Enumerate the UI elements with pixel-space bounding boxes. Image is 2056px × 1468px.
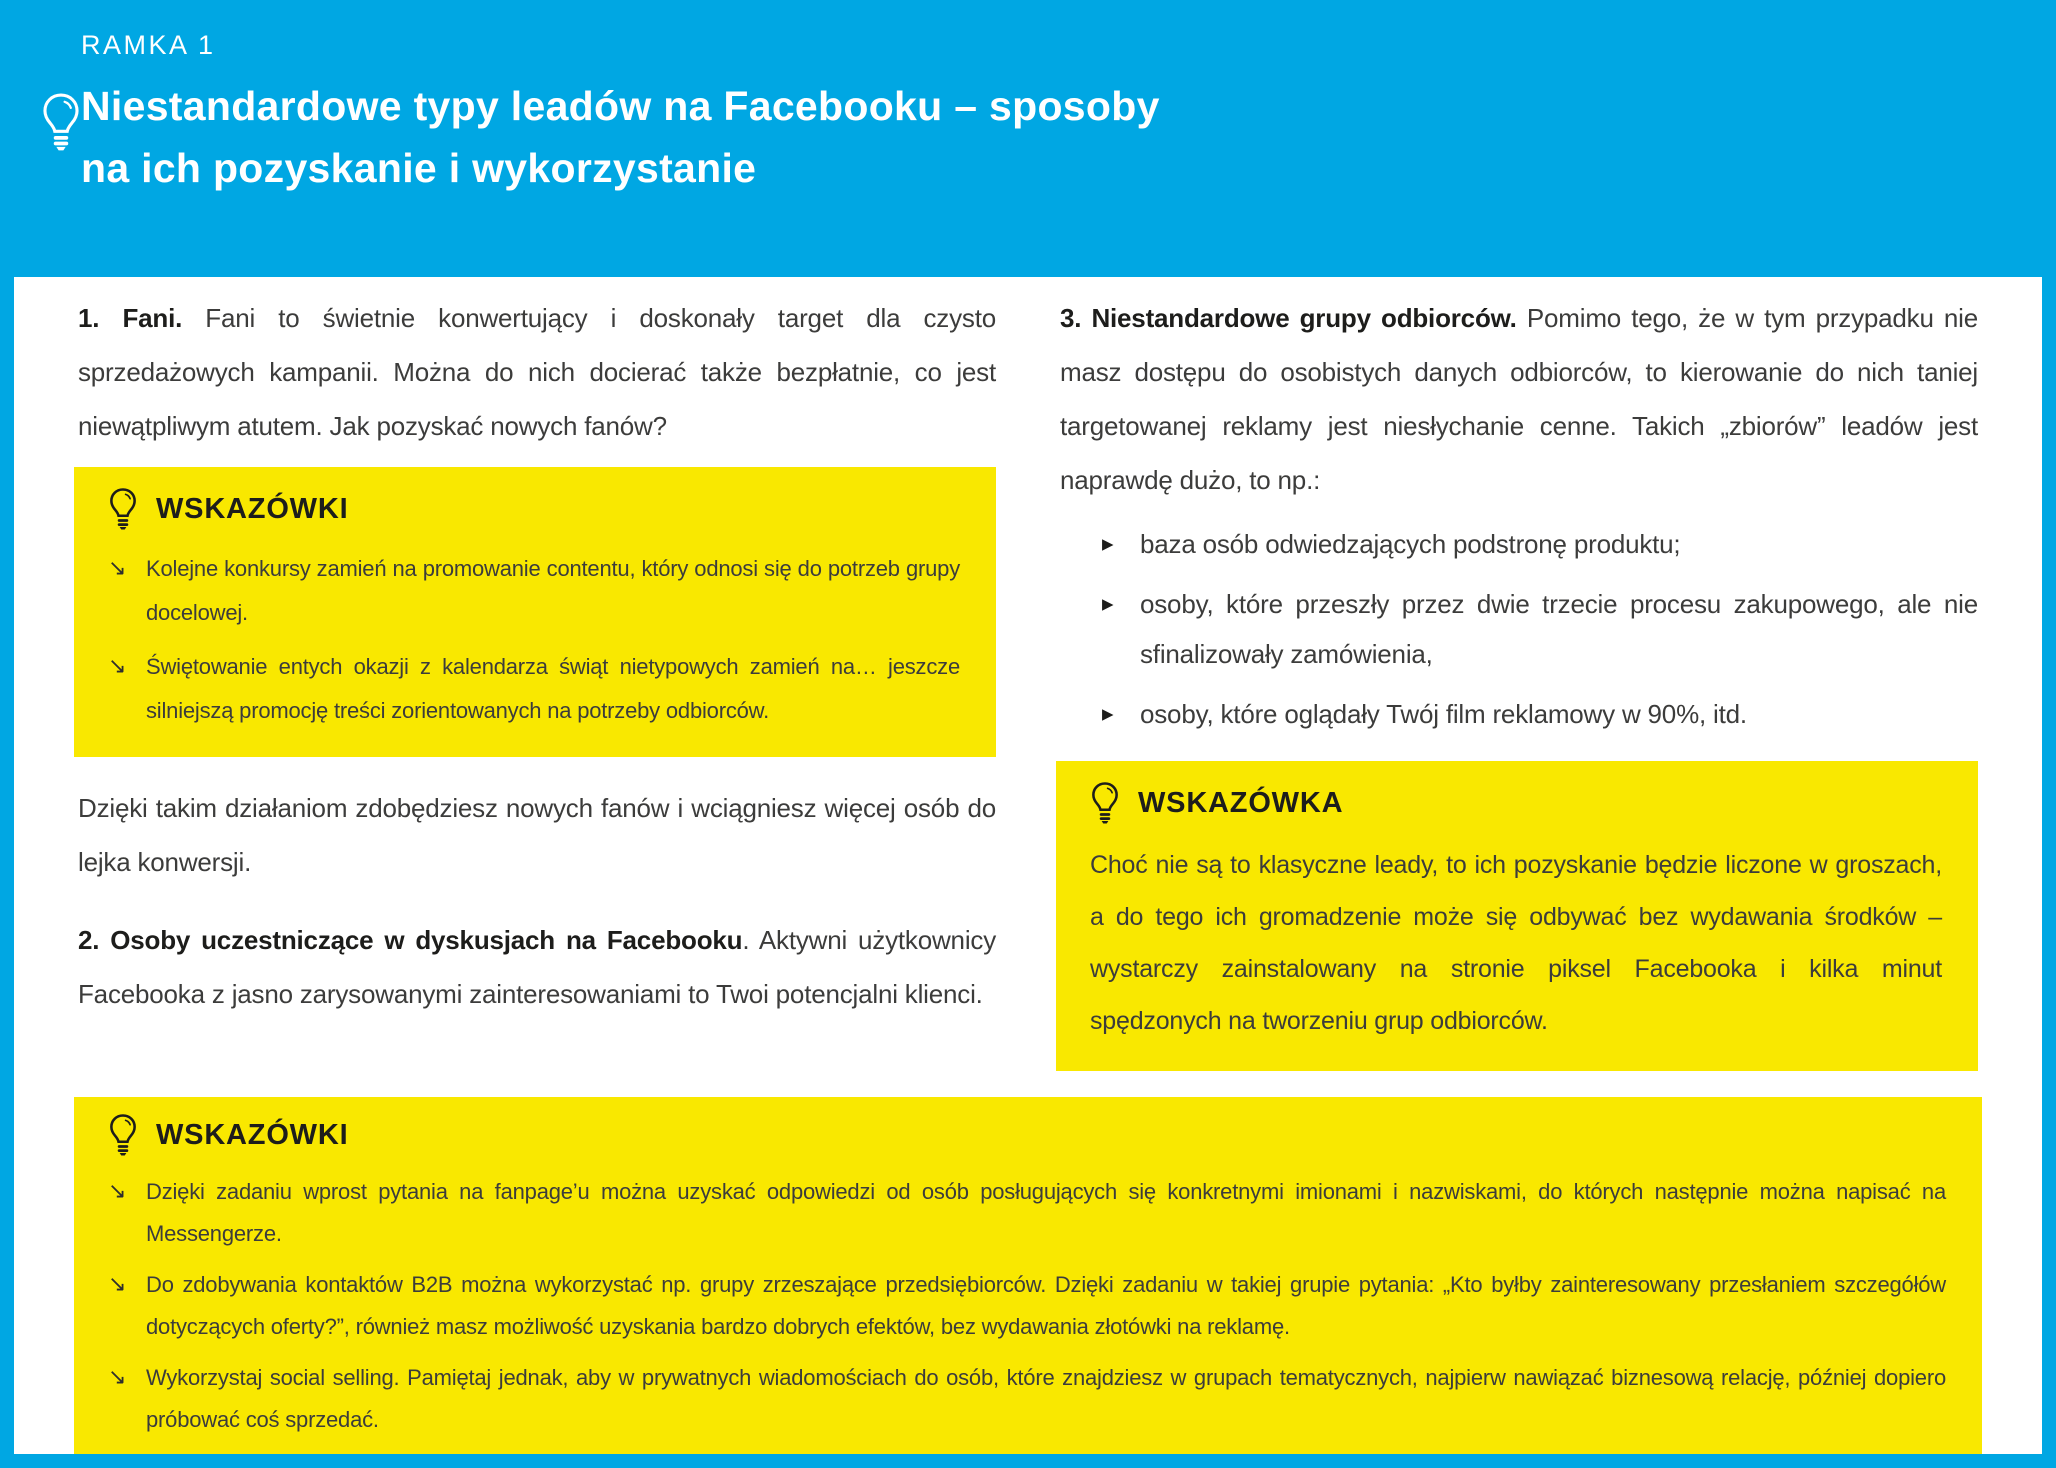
left-column — [78, 291, 996, 1071]
tip-box-right-text: Choć nie są to klasyczne leady, to ich pozyskanie będzie liczone w groszach, a do tego ich gromadzenie może się odbywać bez wydawania środków – wystarczy zainstalowany na stronie piksel Facebooka i kilka minut spędzonych na tworzeniu grup odbiorców. — [1090, 851, 1942, 1035]
tip-box-right-heading — [1090, 781, 1942, 825]
arrow-bullet-icon: ↘ — [108, 1365, 127, 1390]
paragraph-grupy — [1060, 291, 1978, 507]
tips-heading-label: WSKAZÓWKI — [156, 1118, 349, 1151]
paragraph-dzieki: Dzięki takim działaniom zdobędziesz nowych fanów i wciągniesz więcej osób do lejka konwersji. — [78, 793, 996, 877]
paragraph-osoby — [78, 913, 996, 1021]
paragraph-osoby-lead: 2. Osoby uczestniczące w dyskusjach na Facebooku — [78, 925, 743, 955]
header-band — [0, 0, 2056, 277]
bullet-item-text: osoby, które przeszły przez dwie trzecie procesu zakupowego, ale nie sfinalizowały zamówienia, — [1140, 589, 1978, 669]
tips-box-bottom-heading — [108, 1113, 1946, 1157]
arrow-bullet-icon: ↘ — [108, 1272, 127, 1297]
tip-item-text: Wykorzystaj social selling. Pamiętaj jednak, aby w prywatnych wiadomościach do osób, które znajdziesz w grupach tematycznych, najpierw nawiązać biznesową relację, później dopiero próbować coś sprzedać. — [146, 1365, 1946, 1432]
tip-item — [108, 1171, 1946, 1255]
tips-heading-label: WSKAZÓWKI — [156, 492, 349, 525]
paragraph-fani — [78, 291, 996, 453]
tip-box-right — [1056, 761, 1978, 1071]
tips-box-bottom — [74, 1097, 1982, 1459]
tips-box-left-heading — [108, 487, 960, 531]
paragraph-osoby-text: . Aktywni użytkownicy Facebooka z jasno zarysowanymi zainteresowaniami to Twoi potencjalni klienci. — [78, 925, 996, 1009]
bullet-item — [1060, 579, 1978, 679]
paragraph-grupy-lead: 3. Niestandardowe grupy odbiorców. — [1060, 303, 1517, 333]
kicker: RAMKA 1 — [81, 30, 216, 60]
bullet-item-text: baza osób odwiedzających podstronę produktu; — [1140, 529, 1681, 559]
paragraph-grupy-text: Pomimo tego, że w tym przypadku nie masz dostępu do osobistych danych odbiorców, to kierowanie do nich taniej targetowanej reklamy jest niesłychanie cenne. Takich „zbiorów” leadów jest naprawdę dużo, to np.: — [1060, 303, 1978, 495]
tip-item-text: Kolejne konkursy zamień na promowanie contentu, który odnosi się do potrzeb grupy docelowej. — [146, 556, 960, 625]
arrow-bullet-icon: ↘ — [108, 556, 127, 581]
bullet-list — [1060, 519, 1978, 739]
tip-item — [108, 547, 960, 635]
triangle-bullet-icon: ▸ — [1102, 701, 1114, 727]
tip-item — [108, 1357, 1946, 1441]
bullet-item — [1060, 519, 1978, 569]
triangle-bullet-icon: ▸ — [1102, 591, 1114, 617]
tip-item — [108, 1264, 1946, 1348]
bullet-item-text: osoby, które oglądały Twój film reklamowy w 90%, itd. — [1140, 699, 1747, 729]
page-title-line2: na ich pozyskanie i wykorzystanie — [81, 145, 757, 191]
paragraph-fani-lead: 1. Fani. — [78, 303, 183, 333]
tip-item-text: Dzięki zadaniu wprost pytania na fanpage’u można uzyskać odpowiedzi od osób posługujących się konkretnymi imionami i nazwiskami, do których następnie można napisać na Messengerze. — [146, 1179, 1946, 1246]
tips-list — [108, 1171, 1946, 1441]
lightbulb-icon — [1090, 781, 1120, 825]
page-title-line1: Niestandardowe typy leadów na Facebooku – sposoby — [81, 83, 1160, 129]
tips-box-left — [74, 467, 996, 757]
tip-heading-label: WSKAZÓWKA — [1138, 786, 1344, 819]
arrow-bullet-icon: ↘ — [108, 654, 127, 679]
tip-item-text: Świętowanie entych okazji z kalendarza świąt nietypowych zamień na… jeszcze silniejszą promocję treści zorientowanych na potrzeby odbiorców. — [146, 654, 960, 723]
arrow-bullet-icon: ↘ — [108, 1179, 127, 1204]
tip-item-text: Do zdobywania kontaktów B2B można wykorzystać np. grupy zrzeszające przedsiębiorców. Dzięki zadaniu w takiej grupie pytania: „Kto byłby zainteresowany przesłaniem szczegółów dotyczących oferty?”, również masz możliwość uzyskania bardzo dobrych efektów, bez wydawania złotówki na reklamę. — [146, 1272, 1946, 1339]
paragraph-fani-text: Fani to świetnie konwertujący i doskonały target dla czysto sprzedażowych kampanii. Można do nich docierać także bezpłatnie, co jest niewątpliwym atutem. Jak pozyskać nowych fanów? — [78, 303, 996, 441]
lightbulb-icon — [40, 92, 82, 152]
lightbulb-icon — [108, 1113, 138, 1157]
lightbulb-icon — [108, 487, 138, 531]
tips-list — [108, 547, 960, 733]
bullet-item — [1060, 689, 1978, 739]
right-column — [1060, 291, 1978, 1071]
content-columns — [14, 277, 2042, 1071]
triangle-bullet-icon: ▸ — [1102, 531, 1114, 557]
tip-item — [108, 645, 960, 733]
